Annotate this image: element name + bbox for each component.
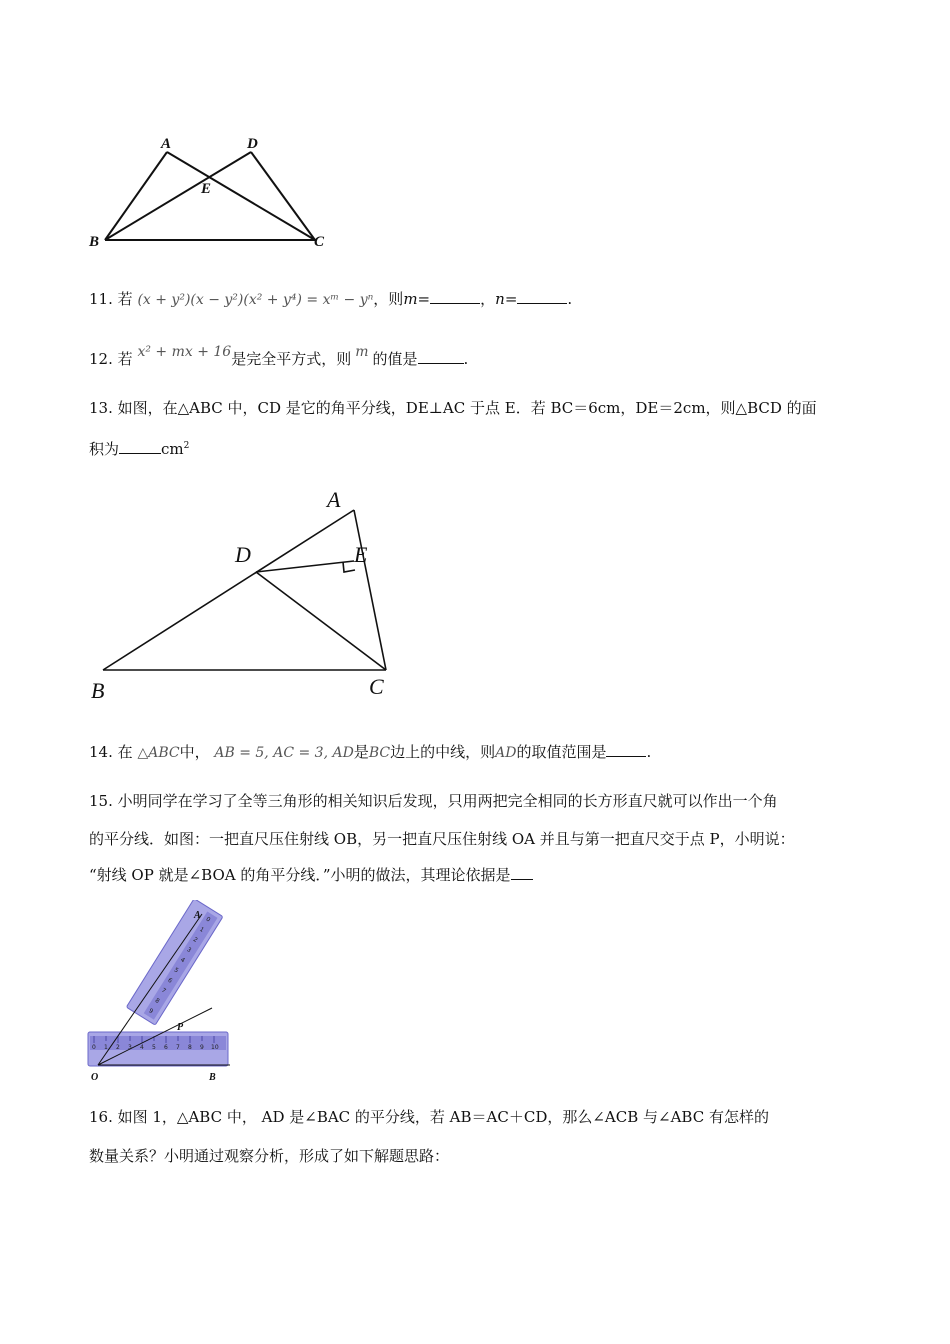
label-b: B: [91, 678, 105, 703]
q11-blank-n[interactable]: [517, 289, 567, 304]
svg-text:7: 7: [160, 986, 167, 995]
label-b: B: [209, 1072, 216, 1083]
q14-blank[interactable]: [606, 742, 646, 757]
ruler-tick-7: 7: [176, 1044, 180, 1051]
ruler-tick-2: 2: [116, 1044, 120, 1051]
question-15-line-2: 的平分线．如图：一把直尺压住射线 OB，另一把直尺压住射线 OA 并且与第一把直尺交于点 P，小明说：: [89, 830, 795, 848]
ruler-tick-5: 5: [152, 1044, 156, 1051]
segment-dc: [251, 152, 315, 240]
ruler-tick-10: 10: [211, 1044, 219, 1051]
ruler-tick-6: 6: [164, 1044, 168, 1051]
question-16-line-1: 16. 如图 1，△ABC 中， AD 是∠BAC 的平分线，若 AB＝AC＋CD，那么∠ACB 与∠ABC 有怎样的: [89, 1108, 769, 1126]
segment-dc: [256, 572, 386, 670]
svg-text:5: 5: [172, 966, 180, 975]
segment-ac: [354, 510, 386, 670]
q12-blank[interactable]: [418, 349, 464, 364]
slanted-ruler: [126, 900, 223, 1025]
question-15-line-1: 15. 小明同学在学习了全等三角形的相关知识后发现，只用两把完全相同的长方形直尺就可以作出一个角: [89, 792, 778, 810]
q13-blank[interactable]: [119, 439, 161, 454]
label-a: A: [194, 910, 201, 921]
svg-text:0: 0: [204, 915, 212, 924]
svg-text:1: 1: [198, 925, 206, 934]
question-16-line-2: 数量关系？小明通过观察分析，形成了如下解题思路：: [89, 1147, 450, 1165]
question-15-line-3: “射线 OP 就是∠BOA 的角平分线．”小明的做法，其理论依据是: [89, 865, 533, 885]
ruler-tick-0: 0: [92, 1044, 96, 1051]
ruler-tick-4: 4: [140, 1044, 144, 1051]
ruler-tick-9: 9: [200, 1044, 204, 1051]
ruler-tick-3: 3: [128, 1044, 132, 1051]
question-11: 11. 若 (x + y²)(x − y²)(x² + y⁴) = xᵐ − yⁿ，则m= ，n= .: [89, 290, 573, 308]
svg-text:8: 8: [153, 997, 161, 1006]
svg-text:9: 9: [147, 1007, 155, 1016]
label-o: O: [91, 1072, 99, 1083]
q15-blank[interactable]: [511, 865, 533, 880]
label-c: C: [369, 674, 384, 699]
q11-blank-m[interactable]: [430, 289, 480, 304]
svg-text:3: 3: [185, 946, 193, 955]
label-d: D: [235, 542, 251, 567]
segment-ac: [167, 152, 315, 240]
q14-expression: AB = 5, AC = 3, AD: [214, 745, 354, 761]
label-c: C: [314, 234, 325, 250]
svg-text:2: 2: [191, 936, 199, 944]
label-d: D: [247, 136, 258, 152]
question-13-line-1: 13. 如图，在△ABC 中，CD 是它的角平分线，DE⊥AC 于点 E．若 BC＝6cm，DE＝2cm，则△BCD 的面: [89, 399, 817, 417]
segment-ab: [105, 152, 167, 240]
label-e: E: [201, 181, 212, 197]
figure-1-triangles: [85, 130, 335, 255]
question-12: 12. 若 x² + mx + 16是完全平方式，则 m 的值是 .: [89, 344, 469, 368]
svg-text:4: 4: [179, 956, 187, 965]
ruler-tick-8: 8: [188, 1044, 192, 1051]
question-13-line-2: 积为 $cm^2$: [89, 440, 190, 458]
figure-3-rulers: [80, 900, 250, 1085]
label-a: A: [327, 487, 341, 512]
q11-expression: (x + y²)(x − y²)(x² + y⁴) = xᵐ − yⁿ: [137, 292, 374, 308]
label-p: P: [177, 1022, 184, 1033]
question-14: 14. 在 △ABC中， AB = 5, AC = 3, AD是BC边上的中线，则AD的取值范围是 .: [89, 743, 652, 761]
label-a: A: [161, 136, 172, 152]
figure-2-triangle: [85, 480, 415, 710]
label-b: B: [89, 234, 100, 250]
svg-text:6: 6: [166, 976, 174, 985]
segment-bd: [105, 152, 251, 240]
q12-expression: x² + mx + 16: [137, 344, 232, 360]
segment-ba: [103, 510, 354, 670]
label-e: E: [354, 542, 368, 567]
ruler-tick-1: 1: [104, 1044, 108, 1051]
